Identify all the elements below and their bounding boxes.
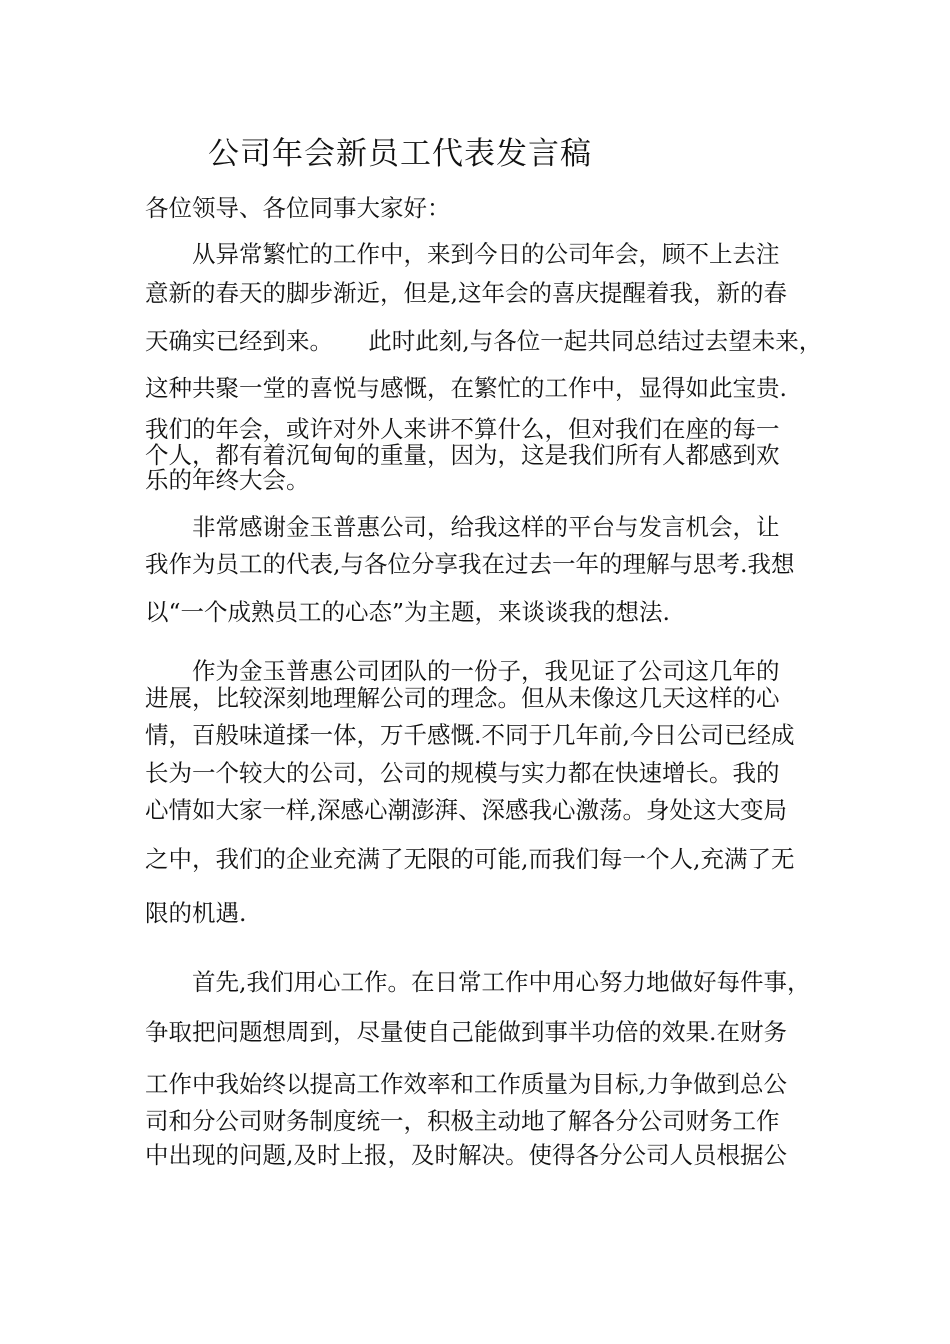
- body-line: 以“一个成熟员工的心态”为主题，来谈谈我的想法.: [145, 598, 670, 626]
- greeting-line: 各位领导、各位同事大家好：: [145, 194, 451, 222]
- body-line: 我作为员工的代表,与各位分享我在过去一年的理解与思考.我想: [145, 550, 795, 578]
- body-line: 从异常繁忙的工作中，来到今日的公司年会，顾不上去注: [192, 240, 780, 268]
- body-line: 之中，我们的企业充满了无限的可能,而我们每一个人,充满了无: [145, 845, 795, 873]
- body-line: 这种共聚一堂的喜悦与感慨，在繁忙的工作中，显得如此宝贵.: [145, 374, 787, 402]
- body-line: 中出现的问题,及时上报，及时解决。使得各分公司人员根据公: [145, 1141, 787, 1169]
- body-line: 长为一个较大的公司，公司的规模与实力都在快速增长。我的: [145, 759, 780, 787]
- body-line: 非常感谢金玉普惠公司，给我这样的平台与发言机会，让: [192, 513, 780, 541]
- body-line: 争取把问题想周到，尽量使自己能做到事半功倍的效果.在财务: [145, 1018, 787, 1046]
- body-line: 心情如大家一样,深感心潮澎湃、深感我心激荡。身处这大变局: [145, 796, 787, 824]
- document-title: 公司年会新员工代表发言稿: [208, 136, 592, 172]
- body-line: 情，百般味道揉一体，万千感慨.不同于几年前,今日公司已经成: [145, 721, 795, 749]
- body-line: 乐的年终大会。: [145, 466, 310, 494]
- body-line: 首先,我们用心工作。在日常工作中用心努力地做好每件事，: [192, 968, 811, 996]
- body-line: 限的机遇.: [145, 899, 247, 927]
- body-line: 我们的年会，或许对外人来讲不算什么，但对我们在座的每一: [145, 415, 780, 443]
- body-line: 工作中我始终以提高工作效率和工作质量为目标,力争做到总公: [145, 1070, 787, 1098]
- body-line: 个人，都有着沉甸甸的重量，因为，这是我们所有人都感到欢: [145, 441, 780, 469]
- body-line: 意新的春天的脚步渐近，但是,这年会的喜庆提醒着我，新的春: [145, 279, 787, 307]
- body-line: 进展，比较深刻地理解公司的理念。但从未像这几天这样的心: [145, 684, 780, 712]
- body-line: 作为金玉普惠公司团队的一份子，我见证了公司这几年的: [192, 657, 780, 685]
- body-line: 天确实已经到来。 此时此刻,与各位一起共同总结过去望未来，: [145, 327, 823, 355]
- body-line: 司和分公司财务制度统一，积极主动地了解各分公司财务工作: [145, 1107, 780, 1135]
